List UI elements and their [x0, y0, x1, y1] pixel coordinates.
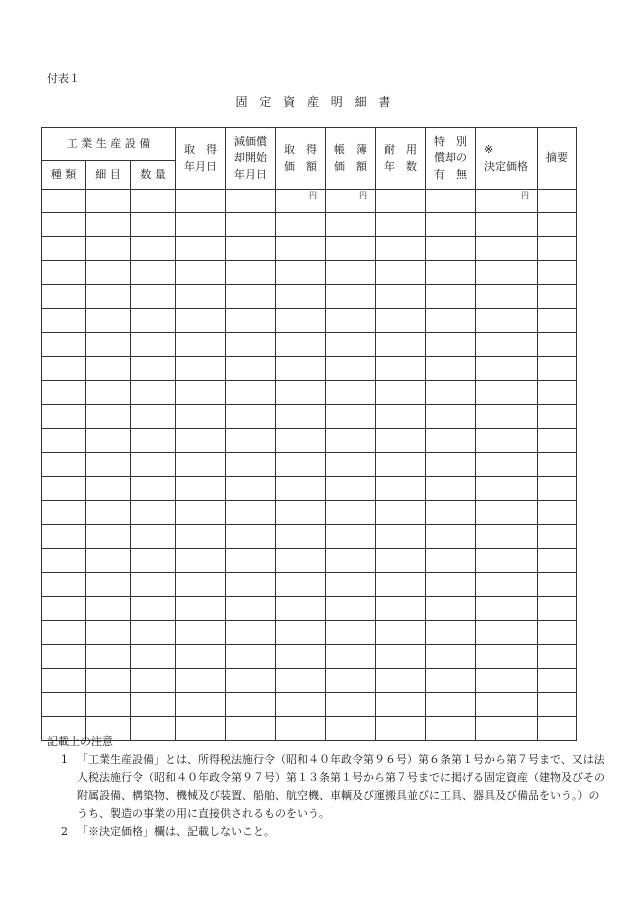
note-item [47, 823, 607, 841]
cell[interactable] [226, 405, 276, 429]
cell[interactable] [276, 669, 326, 693]
cell[interactable] [538, 190, 577, 213]
cell[interactable] [42, 693, 86, 717]
cell[interactable] [86, 429, 131, 453]
cell[interactable] [538, 597, 577, 621]
table-row [42, 645, 577, 669]
acquisition-value-unit[interactable]: 円 [276, 190, 326, 213]
cell[interactable] [131, 357, 176, 381]
table-row [42, 309, 577, 333]
cell[interactable] [426, 525, 476, 549]
cell[interactable] [326, 573, 376, 597]
cell[interactable] [426, 597, 476, 621]
cell[interactable] [42, 669, 86, 693]
cell[interactable] [376, 597, 426, 621]
cell[interactable] [226, 261, 276, 285]
cell[interactable] [538, 309, 577, 333]
cell[interactable] [226, 477, 276, 501]
cell[interactable] [276, 237, 326, 261]
cell[interactable] [376, 429, 426, 453]
cell[interactable] [426, 405, 476, 429]
cell[interactable] [538, 669, 577, 693]
cell[interactable] [276, 309, 326, 333]
remarks-header: 摘要 [538, 128, 577, 190]
cell[interactable] [426, 669, 476, 693]
document-title: 固 定 資 産 明 細 書 [235, 95, 395, 109]
cell[interactable] [226, 621, 276, 645]
cell[interactable] [538, 645, 577, 669]
cell[interactable] [42, 429, 86, 453]
cell[interactable] [176, 309, 226, 333]
cell[interactable] [426, 357, 476, 381]
unit-row [42, 190, 577, 213]
cell[interactable] [326, 501, 376, 525]
cell[interactable] [426, 621, 476, 645]
cell[interactable] [42, 309, 86, 333]
cell[interactable] [176, 453, 226, 477]
cell[interactable] [86, 573, 131, 597]
note-number: 2 [61, 825, 68, 838]
cell[interactable] [42, 573, 86, 597]
table-row [42, 597, 577, 621]
cell[interactable] [376, 237, 426, 261]
cell[interactable] [86, 549, 131, 573]
cell[interactable] [131, 429, 176, 453]
cell[interactable] [276, 621, 326, 645]
useful-life-header: 耐 用 年 数 [376, 128, 426, 190]
cell[interactable] [226, 669, 276, 693]
table-row [42, 573, 577, 597]
cell[interactable] [42, 501, 86, 525]
cell[interactable] [176, 333, 226, 357]
cell[interactable] [131, 190, 176, 213]
cell[interactable] [226, 573, 276, 597]
cell[interactable] [326, 645, 376, 669]
cell[interactable] [276, 573, 326, 597]
cell[interactable] [426, 237, 476, 261]
cell[interactable] [326, 237, 376, 261]
cell[interactable] [176, 501, 226, 525]
decided-price-header: ※ 決定価格 [476, 128, 538, 190]
cell[interactable] [326, 453, 376, 477]
cell[interactable] [131, 597, 176, 621]
cell[interactable] [131, 645, 176, 669]
cell[interactable] [42, 285, 86, 309]
cell[interactable] [476, 261, 538, 285]
cell[interactable] [426, 213, 476, 237]
cell[interactable] [376, 573, 426, 597]
cell[interactable] [226, 693, 276, 717]
cell[interactable] [376, 285, 426, 309]
cell[interactable] [426, 429, 476, 453]
cell[interactable] [226, 309, 276, 333]
cell[interactable] [476, 645, 538, 669]
cell[interactable] [326, 525, 376, 549]
cell[interactable] [42, 190, 86, 213]
cell[interactable] [176, 237, 226, 261]
table-row [42, 453, 577, 477]
cell[interactable] [476, 477, 538, 501]
cell[interactable] [326, 597, 376, 621]
cell[interactable] [86, 357, 131, 381]
cell[interactable] [86, 501, 131, 525]
book-value-header: 帳 簿 価 額 [326, 128, 376, 190]
cell[interactable] [476, 237, 538, 261]
cell[interactable] [226, 285, 276, 309]
type-header: 種 類 [42, 161, 86, 190]
cell[interactable] [326, 381, 376, 405]
cell[interactable] [176, 429, 226, 453]
cell[interactable] [426, 309, 476, 333]
cell[interactable] [131, 621, 176, 645]
cell[interactable] [376, 549, 426, 573]
cell[interactable] [131, 693, 176, 717]
cell[interactable] [226, 357, 276, 381]
cell[interactable] [376, 477, 426, 501]
cell[interactable] [42, 645, 86, 669]
cell[interactable] [426, 501, 476, 525]
cell[interactable] [276, 477, 326, 501]
table-row [42, 477, 577, 501]
cell[interactable] [538, 501, 577, 525]
cell[interactable] [538, 237, 577, 261]
cell[interactable] [42, 477, 86, 501]
cell[interactable] [276, 501, 326, 525]
cell[interactable] [426, 285, 476, 309]
cell[interactable] [131, 333, 176, 357]
note-text: 「※決定価格」欄は、記載しないこと。 [77, 825, 275, 838]
cell[interactable] [86, 525, 131, 549]
table-row [42, 429, 577, 453]
cell[interactable] [326, 213, 376, 237]
cell[interactable] [86, 237, 131, 261]
cell[interactable] [326, 477, 376, 501]
book-value-unit[interactable]: 円 [326, 190, 376, 213]
cell[interactable] [376, 381, 426, 405]
cell[interactable] [131, 405, 176, 429]
cell[interactable] [538, 213, 577, 237]
cell[interactable] [376, 405, 426, 429]
cell[interactable] [86, 597, 131, 621]
cell[interactable] [131, 573, 176, 597]
cell[interactable] [86, 669, 131, 693]
cell[interactable] [538, 477, 577, 501]
cell[interactable] [476, 381, 538, 405]
cell[interactable] [176, 477, 226, 501]
cell[interactable] [376, 261, 426, 285]
cell[interactable] [276, 597, 326, 621]
cell[interactable] [226, 190, 276, 213]
cell[interactable] [226, 597, 276, 621]
table-row [42, 501, 577, 525]
cell[interactable] [42, 549, 86, 573]
cell[interactable] [538, 525, 577, 549]
cell[interactable] [476, 573, 538, 597]
cell[interactable] [131, 213, 176, 237]
table-row [42, 381, 577, 405]
cell[interactable] [376, 333, 426, 357]
special-depreciation-header: 特 別 償却の 有 無 [426, 128, 476, 190]
cell[interactable] [42, 525, 86, 549]
cell[interactable] [476, 357, 538, 381]
attachment-label: 付表１ [47, 72, 80, 85]
cell[interactable] [86, 645, 131, 669]
cell[interactable] [86, 477, 131, 501]
cell[interactable] [42, 597, 86, 621]
cell[interactable] [326, 669, 376, 693]
cell[interactable] [276, 261, 326, 285]
decided-price-unit[interactable]: 円 [476, 190, 538, 213]
cell[interactable] [326, 333, 376, 357]
table-row [42, 405, 577, 429]
cell[interactable] [276, 549, 326, 573]
cell[interactable] [476, 285, 538, 309]
cell[interactable] [131, 453, 176, 477]
table-row [42, 525, 577, 549]
cell[interactable] [476, 309, 538, 333]
cell[interactable] [376, 669, 426, 693]
cell[interactable] [376, 213, 426, 237]
cell[interactable] [326, 309, 376, 333]
cell[interactable] [86, 333, 131, 357]
cell[interactable] [176, 549, 226, 573]
cell[interactable] [226, 381, 276, 405]
cell[interactable] [376, 645, 426, 669]
cell[interactable] [476, 453, 538, 477]
cell[interactable] [538, 333, 577, 357]
cell[interactable] [376, 190, 426, 213]
cell[interactable] [176, 381, 226, 405]
cell[interactable] [426, 381, 476, 405]
cell[interactable] [538, 381, 577, 405]
cell[interactable] [538, 621, 577, 645]
cell[interactable] [538, 573, 577, 597]
cell[interactable] [226, 237, 276, 261]
cell[interactable] [276, 525, 326, 549]
cell[interactable] [131, 669, 176, 693]
cell[interactable] [42, 237, 86, 261]
cell[interactable] [426, 549, 476, 573]
cell[interactable] [86, 621, 131, 645]
cell[interactable] [538, 405, 577, 429]
notes-section [47, 733, 607, 841]
cell[interactable] [131, 309, 176, 333]
cell[interactable] [176, 357, 226, 381]
note-number: 1 [61, 753, 68, 766]
cell[interactable] [538, 357, 577, 381]
cell[interactable] [276, 405, 326, 429]
cell[interactable] [226, 549, 276, 573]
cell[interactable] [86, 190, 131, 213]
cell[interactable] [538, 693, 577, 717]
cell[interactable] [176, 190, 226, 213]
cell[interactable] [176, 261, 226, 285]
industrial-equipment-header: 工 業 生 産 設 備 [42, 128, 176, 161]
cell[interactable] [131, 381, 176, 405]
table-row [42, 693, 577, 717]
cell[interactable] [538, 549, 577, 573]
cell[interactable] [42, 381, 86, 405]
cell[interactable] [131, 549, 176, 573]
cell[interactable] [476, 213, 538, 237]
cell[interactable] [226, 501, 276, 525]
cell[interactable] [176, 597, 226, 621]
cell[interactable] [476, 429, 538, 453]
depreciation-start-header: 減価償 却開始 年月日 [226, 128, 276, 190]
cell[interactable] [538, 429, 577, 453]
subitem-header: 細 目 [86, 161, 131, 190]
cell[interactable] [276, 645, 326, 669]
cell[interactable] [326, 357, 376, 381]
cell[interactable] [42, 453, 86, 477]
table-row [42, 213, 577, 237]
cell[interactable] [326, 261, 376, 285]
cell[interactable] [326, 693, 376, 717]
cell[interactable] [42, 333, 86, 357]
cell[interactable] [131, 525, 176, 549]
cell[interactable] [376, 501, 426, 525]
cell[interactable] [426, 333, 476, 357]
note-text: 「工業生産設備」とは、所得税法施行令（昭和４０年政令第９６号）第６条第１号から第７号まで、又は法人税法施行令（昭和４０年政令第９７号）第１３条第１号から第７号までに掲げる固定資産（建物及びその附属設備、構築物、機械及び装置、船舶、航空機、車輌及び運搬具並びに工具、器具及び備品をいう。）のうち、製造の事業の用に直接供されるものをいう。 [77, 753, 605, 820]
cell[interactable] [476, 501, 538, 525]
cell[interactable] [86, 693, 131, 717]
cell[interactable] [176, 621, 226, 645]
cell[interactable] [131, 261, 176, 285]
cell[interactable] [276, 693, 326, 717]
cell[interactable] [426, 645, 476, 669]
cell[interactable] [226, 213, 276, 237]
cell[interactable] [476, 333, 538, 357]
cell[interactable] [176, 645, 226, 669]
cell[interactable] [426, 693, 476, 717]
cell[interactable] [176, 669, 226, 693]
cell[interactable] [476, 525, 538, 549]
quantity-header: 数 量 [131, 161, 176, 190]
table-row [42, 261, 577, 285]
cell[interactable] [131, 501, 176, 525]
cell[interactable] [426, 453, 476, 477]
cell[interactable] [176, 525, 226, 549]
cell[interactable] [176, 213, 226, 237]
cell[interactable] [131, 285, 176, 309]
cell[interactable] [42, 405, 86, 429]
cell[interactable] [276, 213, 326, 237]
table-row [42, 357, 577, 381]
cell[interactable] [176, 285, 226, 309]
cell[interactable] [86, 213, 131, 237]
cell[interactable] [276, 357, 326, 381]
cell[interactable] [426, 190, 476, 213]
table-row [42, 621, 577, 645]
cell[interactable] [376, 357, 426, 381]
cell[interactable] [131, 237, 176, 261]
cell[interactable] [376, 309, 426, 333]
cell[interactable] [276, 285, 326, 309]
acquisition-value-header: 取 得 価 額 [276, 128, 326, 190]
table-row [42, 333, 577, 357]
cell[interactable] [476, 621, 538, 645]
cell[interactable] [276, 429, 326, 453]
cell[interactable] [42, 357, 86, 381]
notes-heading: 記載上の注意 [47, 735, 113, 748]
cell[interactable] [226, 453, 276, 477]
cell[interactable] [42, 621, 86, 645]
cell[interactable] [538, 285, 577, 309]
cell[interactable] [226, 645, 276, 669]
cell[interactable] [86, 405, 131, 429]
note-item [47, 751, 607, 823]
cell[interactable] [426, 477, 476, 501]
cell[interactable] [476, 549, 538, 573]
cell[interactable] [326, 285, 376, 309]
cell[interactable] [326, 405, 376, 429]
cell[interactable] [131, 477, 176, 501]
cell[interactable] [86, 381, 131, 405]
cell[interactable] [426, 573, 476, 597]
cell[interactable] [538, 453, 577, 477]
cell[interactable] [276, 333, 326, 357]
table-row [42, 549, 577, 573]
table-row [42, 285, 577, 309]
cell[interactable] [176, 405, 226, 429]
cell[interactable] [326, 621, 376, 645]
cell[interactable] [42, 261, 86, 285]
cell[interactable] [176, 573, 226, 597]
cell[interactable] [226, 429, 276, 453]
cell[interactable] [376, 525, 426, 549]
cell[interactable] [376, 453, 426, 477]
cell[interactable] [42, 213, 86, 237]
cell[interactable] [538, 261, 577, 285]
cell[interactable] [476, 693, 538, 717]
cell[interactable] [326, 549, 376, 573]
cell[interactable] [176, 693, 226, 717]
cell[interactable] [476, 405, 538, 429]
cell[interactable] [226, 525, 276, 549]
cell[interactable] [86, 285, 131, 309]
cell[interactable] [86, 453, 131, 477]
acquisition-date-header: 取 得 年月日 [176, 128, 226, 190]
cell[interactable] [376, 693, 426, 717]
cell[interactable] [476, 669, 538, 693]
cell[interactable] [376, 621, 426, 645]
cell[interactable] [276, 381, 326, 405]
cell[interactable] [86, 309, 131, 333]
table-row [42, 669, 577, 693]
cell[interactable] [426, 261, 476, 285]
table-row [42, 237, 577, 261]
asset-detail-table [41, 127, 577, 741]
cell[interactable] [86, 261, 131, 285]
cell[interactable] [276, 453, 326, 477]
cell[interactable] [226, 333, 276, 357]
cell[interactable] [476, 597, 538, 621]
cell[interactable] [326, 429, 376, 453]
